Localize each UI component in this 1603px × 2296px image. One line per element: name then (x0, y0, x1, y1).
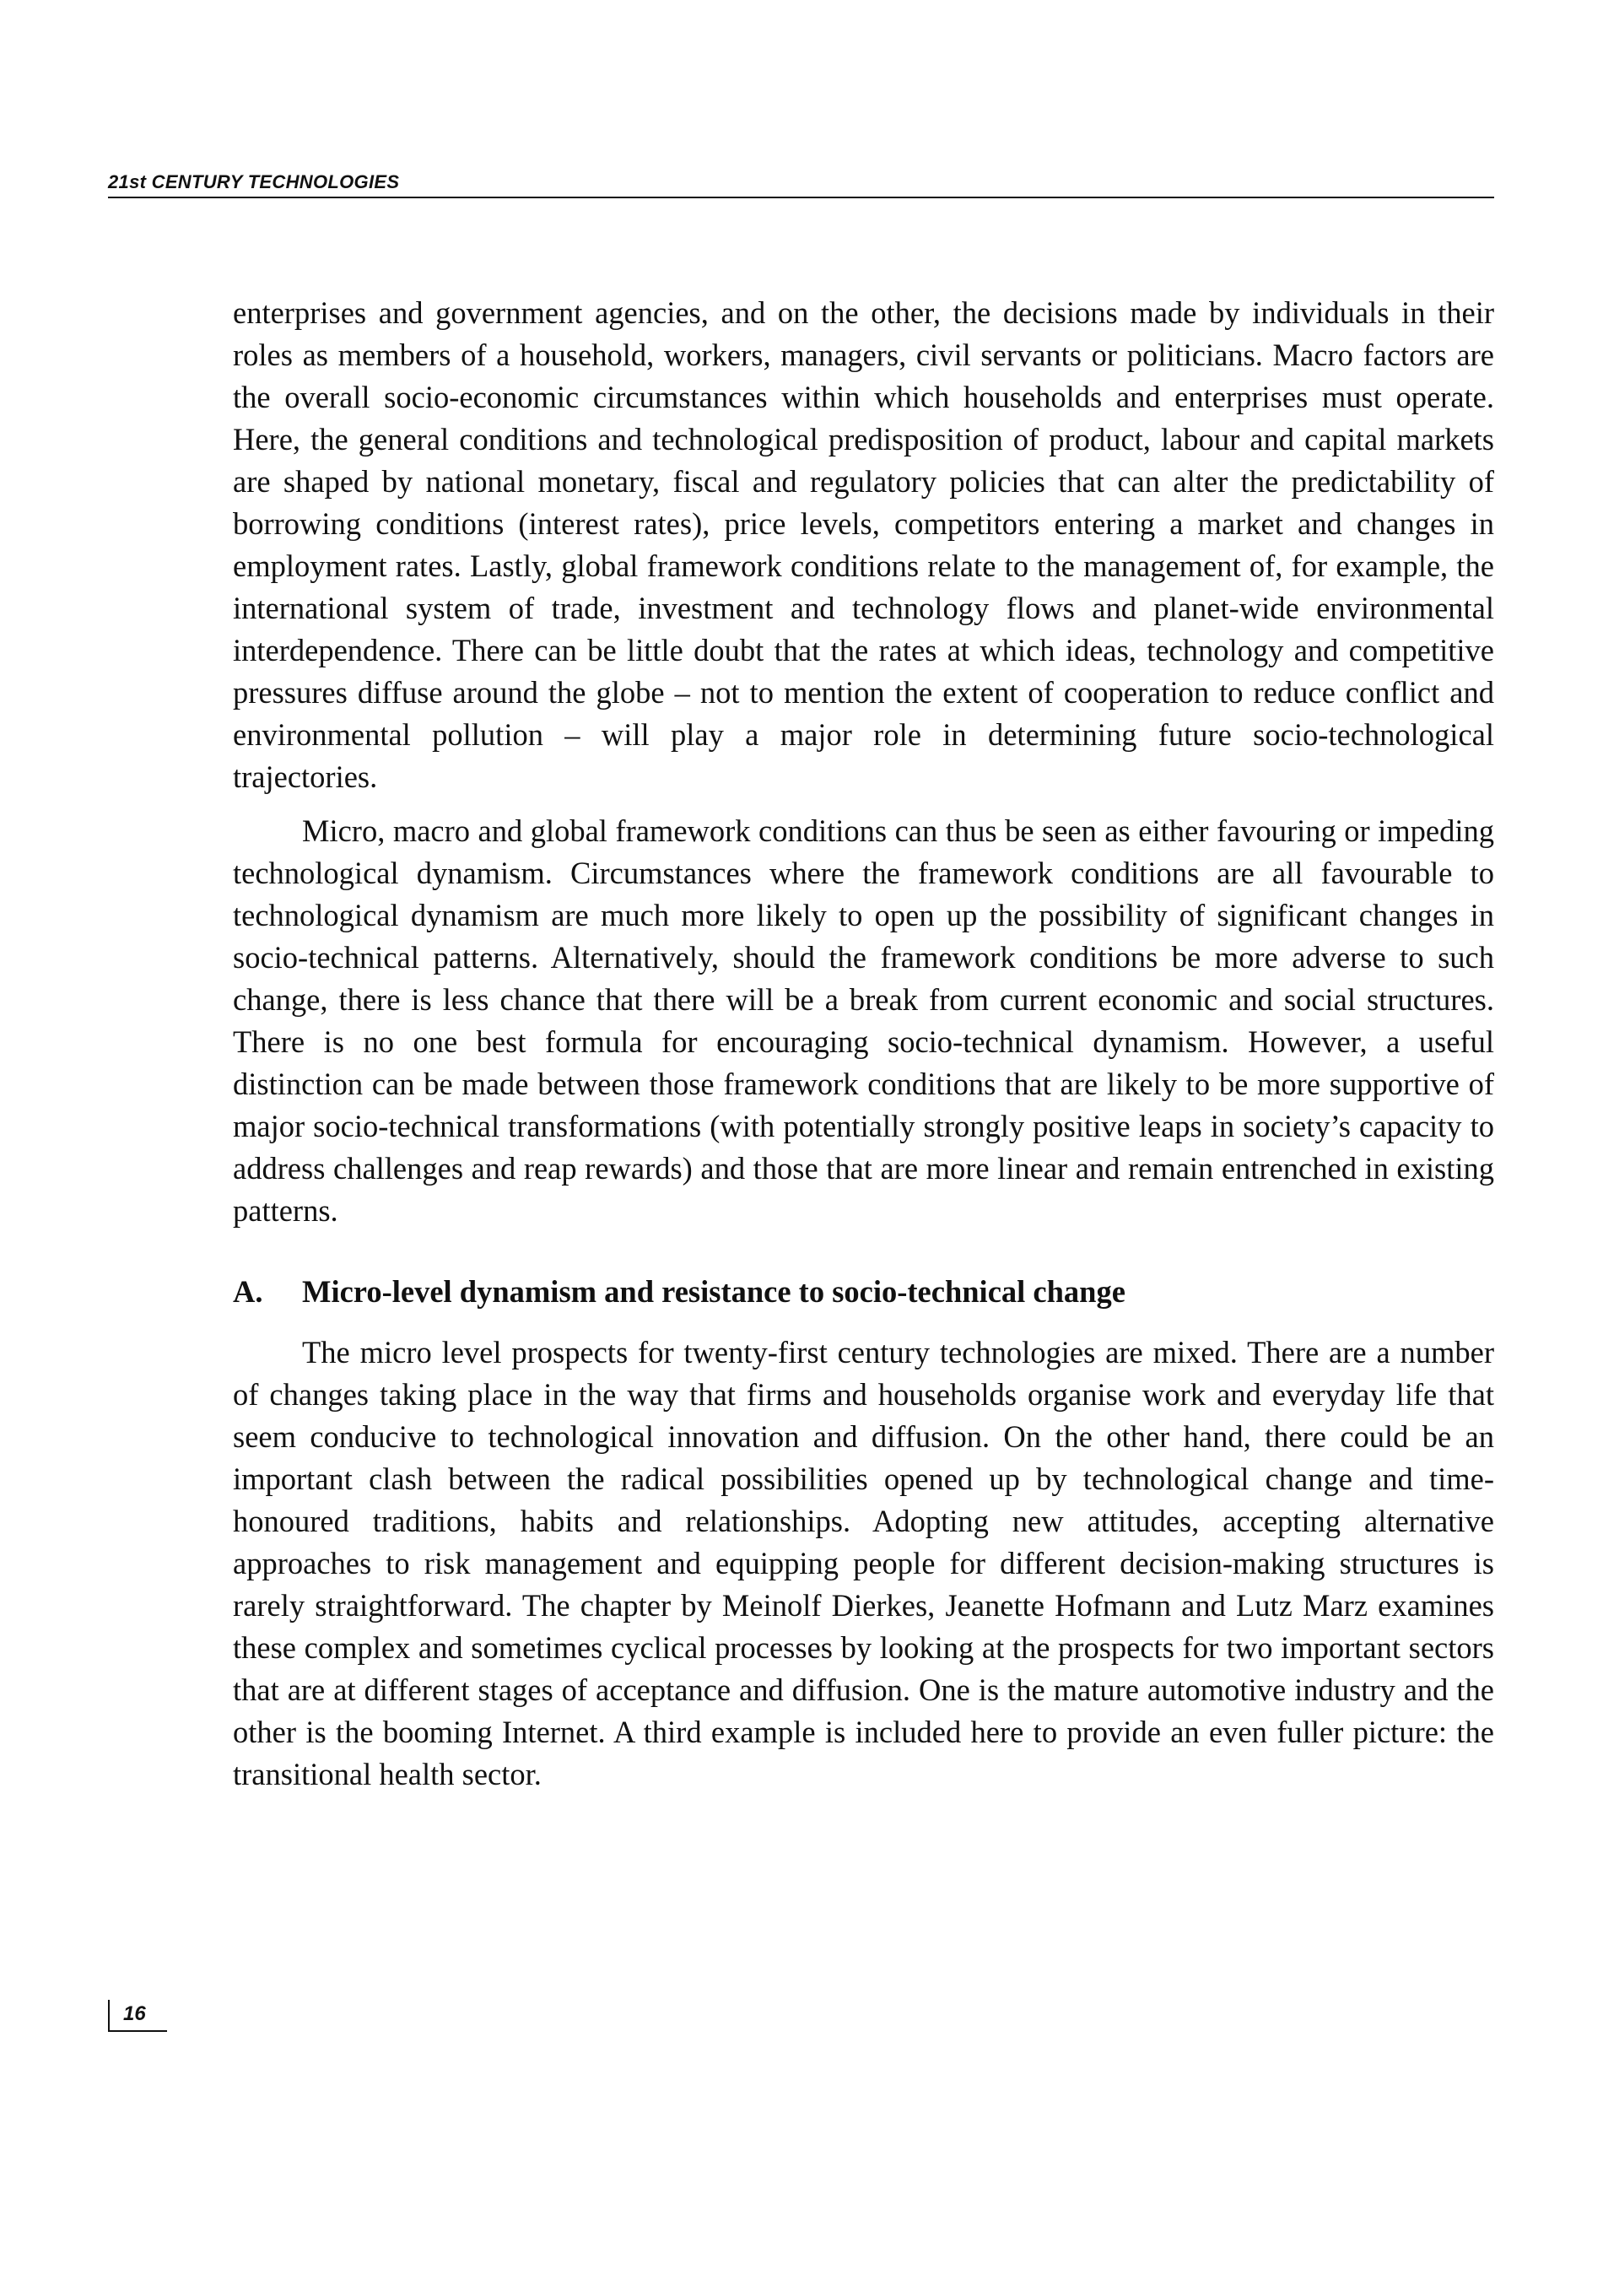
paragraph: The micro level prospects for twenty-first century technologies are mixed. There are a number of changes taking place in the way that firms and households organise work and everyday life that seem conducive to technological innovation and diffusion. On the other hand, there could be an important clash between the radical possibilities opened up by technological change and time-honoured traditions, habits and relationships. Adopting new attitudes, accepting alternative approaches to risk management and equipping people for different decision-making structures is rarely straightforward. The chapter by Meinolf Dierkes, Jeanette Hofmann and Lutz Marz examines these complex and sometimes cyclical processes by looking at the prospects for two important sectors that are at different stages of acceptance and diffusion. One is the mature automotive industry and the other is the booming Internet. A third example is included here to provide an even fuller picture: the transitional health sector. (233, 1335, 1494, 1791)
running-head-title: 21st CENTURY TECHNOLOGIES (108, 171, 400, 192)
section-letter: A. (233, 1274, 263, 1309)
paragraph: Micro, macro and global framework conditions can thus be seen as either favouring or impeding technological dynamism. Circumstances where the framework conditions are all favourable to technological dynamism are much more likely to open up the possibility of significant changes in socio-technical patterns. Alternatively, should the framework conditions be more adverse to such change, there is less chance that there will be a break from current economic and social structures. There is no one best formula for encouraging socio-technical dynamism. However, a useful distinction can be made between those framework conditions that are likely to be more supportive of major socio-technical transformations (with potentially strongly positive leaps in society’s capacity to address challenges and reap rewards) and those that are more linear and remain entrenched in existing patterns. (233, 813, 1494, 1228)
section-heading (233, 1271, 1494, 1313)
section-title: Micro-level dynamism and resistance to socio-technical change (302, 1274, 1125, 1309)
page-number: 16 (108, 2000, 167, 2032)
header-rule (108, 197, 1494, 198)
page-body (233, 292, 1494, 1796)
paragraph-continued: enterprises and government agencies, and on the other, the decisions made by individuals in their roles as members of a household, workers, managers, civil servants or politicians. Macro factors are the overall socio-economic circumstances within which households and enterprises must operate. Here, the general conditions and technological predisposition of product, labour and capital markets are shaped by national monetary, fiscal and regulatory policies that can alter the predictability of borrowing conditions (interest rates), price levels, competitors entering a market and changes in employment rates. Lastly, global framework conditions relate to the management of, for example, the international system of trade, investment and technology flows and planet-wide environmental interdependence. There can be little doubt that the rates at which ideas, technology and competitive pressures diffuse around the globe – not to mention the extent of cooperation to reduce conflict and environmental pollution – will play a major role in determining future socio-technological trajectories. (233, 295, 1494, 794)
